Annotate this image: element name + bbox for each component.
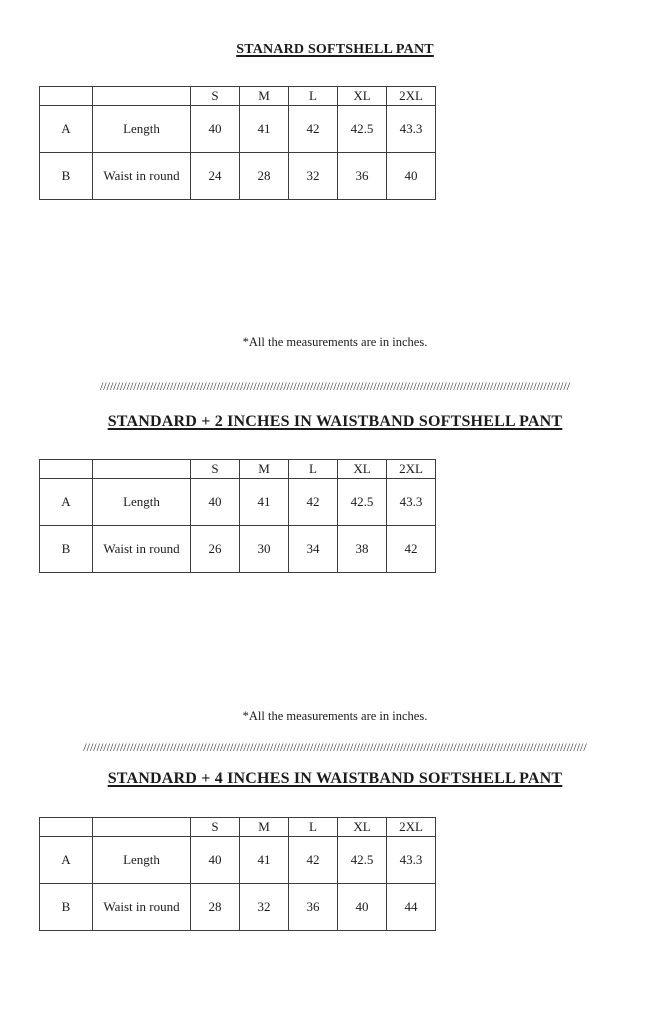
size-table [39, 459, 436, 573]
row-key-cell: A [40, 837, 93, 884]
value-cell: 41 [240, 837, 289, 884]
measurement-row [40, 479, 436, 526]
size-header-cell: S [191, 460, 240, 479]
value-cell: 36 [289, 884, 338, 931]
size-header-row [40, 818, 436, 837]
value-cell: 40 [191, 837, 240, 884]
value-cell: 42.5 [338, 837, 387, 884]
empty-corner-cell [40, 87, 93, 106]
value-cell: 40 [191, 106, 240, 153]
measurement-row [40, 837, 436, 884]
section-title: STANARD SOFTSHELL PANT [236, 42, 434, 57]
row-key-cell: B [40, 884, 93, 931]
value-cell: 26 [191, 526, 240, 573]
value-cell: 42.5 [338, 106, 387, 153]
value-cell: 42 [387, 526, 436, 573]
section-plus-2-inches [0, 412, 670, 724]
measurement-note: *All the measurements are in inches. [242, 709, 428, 723]
value-cell: 42.5 [338, 479, 387, 526]
size-header-row [40, 87, 436, 106]
empty-corner-cell [40, 460, 93, 479]
row-key-cell: B [40, 526, 93, 573]
size-header-cell: 2XL [387, 818, 436, 837]
measurement-row [40, 106, 436, 153]
value-cell: 28 [191, 884, 240, 931]
value-cell: 28 [240, 153, 289, 200]
size-header-cell: 2XL [387, 87, 436, 106]
measurement-row [40, 153, 436, 200]
value-cell: 43.3 [387, 106, 436, 153]
value-cell: 32 [289, 153, 338, 200]
row-label-cell: Length [93, 106, 191, 153]
value-cell: 32 [240, 884, 289, 931]
size-header-cell: XL [338, 87, 387, 106]
empty-corner-cell [93, 460, 191, 479]
size-table [39, 817, 436, 931]
row-key-cell: B [40, 153, 93, 200]
value-cell: 24 [191, 153, 240, 200]
size-table [39, 86, 436, 200]
measurement-row [40, 884, 436, 931]
row-label-cell: Length [93, 837, 191, 884]
size-header-cell: M [240, 460, 289, 479]
section-plus-4-inches [0, 769, 670, 931]
value-cell: 41 [240, 479, 289, 526]
value-cell: 40 [338, 884, 387, 931]
value-cell: 42 [289, 479, 338, 526]
value-cell: 43.3 [387, 837, 436, 884]
value-cell: 43.3 [387, 479, 436, 526]
size-header-cell: 2XL [387, 460, 436, 479]
value-cell: 34 [289, 526, 338, 573]
section-title: STANDARD + 4 INCHES IN WAISTBAND SOFTSHELL PANT [107, 770, 563, 787]
size-header-cell: XL [338, 818, 387, 837]
size-header-cell: M [240, 818, 289, 837]
value-cell: 41 [240, 106, 289, 153]
empty-corner-cell [93, 818, 191, 837]
measurement-note: *All the measurements are in inches. [242, 335, 428, 349]
size-header-cell: L [289, 818, 338, 837]
empty-corner-cell [93, 87, 191, 106]
size-header-cell: S [191, 87, 240, 106]
row-label-cell: Length [93, 479, 191, 526]
section-standard [0, 41, 670, 350]
size-header-cell: L [289, 87, 338, 106]
value-cell: 42 [289, 106, 338, 153]
size-header-cell: M [240, 87, 289, 106]
size-header-cell: XL [338, 460, 387, 479]
section-divider: ///////////////////////////////////////////////////////////////////////////////////////////////////////////////////////////////////////////// [99, 380, 571, 393]
section-divider: /////////////////////////////////////////////////////////////////////////////////////////////////////////////////////////////////////////////////////// [83, 741, 587, 754]
size-header-cell: L [289, 460, 338, 479]
size-header-cell: S [191, 818, 240, 837]
value-cell: 36 [338, 153, 387, 200]
value-cell: 30 [240, 526, 289, 573]
value-cell: 40 [387, 153, 436, 200]
row-label-cell: Waist in round [93, 884, 191, 931]
value-cell: 42 [289, 837, 338, 884]
row-label-cell: Waist in round [93, 153, 191, 200]
row-label-cell: Waist in round [93, 526, 191, 573]
row-key-cell: A [40, 106, 93, 153]
measurement-row [40, 526, 436, 573]
section-title: STANDARD + 2 INCHES IN WAISTBAND SOFTSHELL PANT [107, 413, 563, 430]
row-key-cell: A [40, 479, 93, 526]
size-header-row [40, 460, 436, 479]
value-cell: 40 [191, 479, 240, 526]
value-cell: 44 [387, 884, 436, 931]
value-cell: 38 [338, 526, 387, 573]
empty-corner-cell [40, 818, 93, 837]
